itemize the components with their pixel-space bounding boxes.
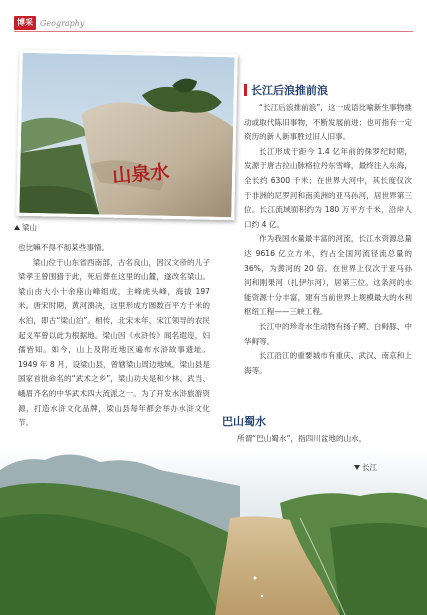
section-header [14,16,84,30]
changjiang-title: 长江后浪推前浪 [251,84,328,97]
left-column [18,241,210,431]
bashan-section-header [222,413,266,429]
changjiang-paragraph-1: “长江后浪推前浪”，这一成语比喻新生事物推动或取代陈旧事物，不断发展前进；也可指有一定资历的新人新事胜过旧人旧事。 [244,103,412,142]
section-bar [244,84,247,96]
bashan-title: 巴山蜀水 [222,415,266,428]
left-paragraph-1: 梁山位于山东省西南部，古名良山，因汉文帝的儿子梁孝王曾围猎于此，死后葬在这里的山麓，遂改名梁山。梁山由大小十余座山峰组成，主峰虎头峰，海拔 197 米。唐宋时期，黄河溃决，这里形成方圆数百平方千米的水泊，即古“梁山泊”。相传，北宋末年，宋江领导的农民起义军曾以此为根据地。梁山因《水浒传》闻名遐迩，妇孺皆知。如今，山上及附近地区遍布水浒故事遗址。1949 年 8 月，设梁山县，曾辖梁山周边地域。梁山县是国家首批命名的“武术之乡”，梁山功夫是和少林、武当、峨眉齐名的中华武术四大流派之一。为了开发水浒旅游资源，打造水浒文化品牌，梁山县每年都会举办水浒文化节。 [18,257,210,428]
liangshan-caption-text: 梁山 [22,223,37,232]
yangtze-caption-text: 长江 [362,463,377,472]
yangtze-photo [0,448,427,615]
bashan-paragraph-1: 所谓“巴山蜀水”，指四川盆地的山水， [237,434,367,443]
liangshan-photo [16,50,237,221]
changjiang-paragraph-4: 长江中的珍奇水生动物有扬子鳄、白鲟豚、中华鲟等。 [244,321,412,346]
changjiang-paragraph-3: 作为我国水量最丰富的河流，长江水资源总量达 9616 亿立方米，约占全国河流径流总量的 36%，为黄河的 20 倍。在世界上仅次于亚马孙河和刚果河（扎伊尔河），居第三位。这条河的水能资源十分丰富，建有当前世界上规模最大的水利枢纽工程——三峡工程。 [244,234,412,317]
column-tag-english: Geography [40,18,85,28]
carving-text: 山泉水 [111,160,171,188]
header-rule [14,31,413,32]
right-column [244,101,412,378]
changjiang-paragraph-2: 长江形成于距今 1.4 亿年前的侏罗纪时期，发源于唐古拉山脉格拉丹东雪峰，最终注入东海，全长约 6300 千米；在世界大河中，其长度仅次于非洲的尼罗河和南美洲的亚马孙河，居世界第三位。长江流域面积约为 180 万平方千米，沿岸人口约 4 亿。 [244,146,412,229]
column-tag: 博采 [14,16,36,30]
changjiang-section-header [244,82,328,98]
caption-arrow-icon [14,225,20,230]
changjiang-paragraph-5: 长江沿江的重要城市有重庆、武汉、南京和上海等。 [244,351,412,375]
liangshan-caption [14,222,37,233]
yangtze-caption [354,462,377,473]
bashan-column [222,432,412,447]
left-paragraph-0: 也比嘛不得不彻某些事情。 [18,243,110,252]
caption-arrow-icon [354,465,360,470]
